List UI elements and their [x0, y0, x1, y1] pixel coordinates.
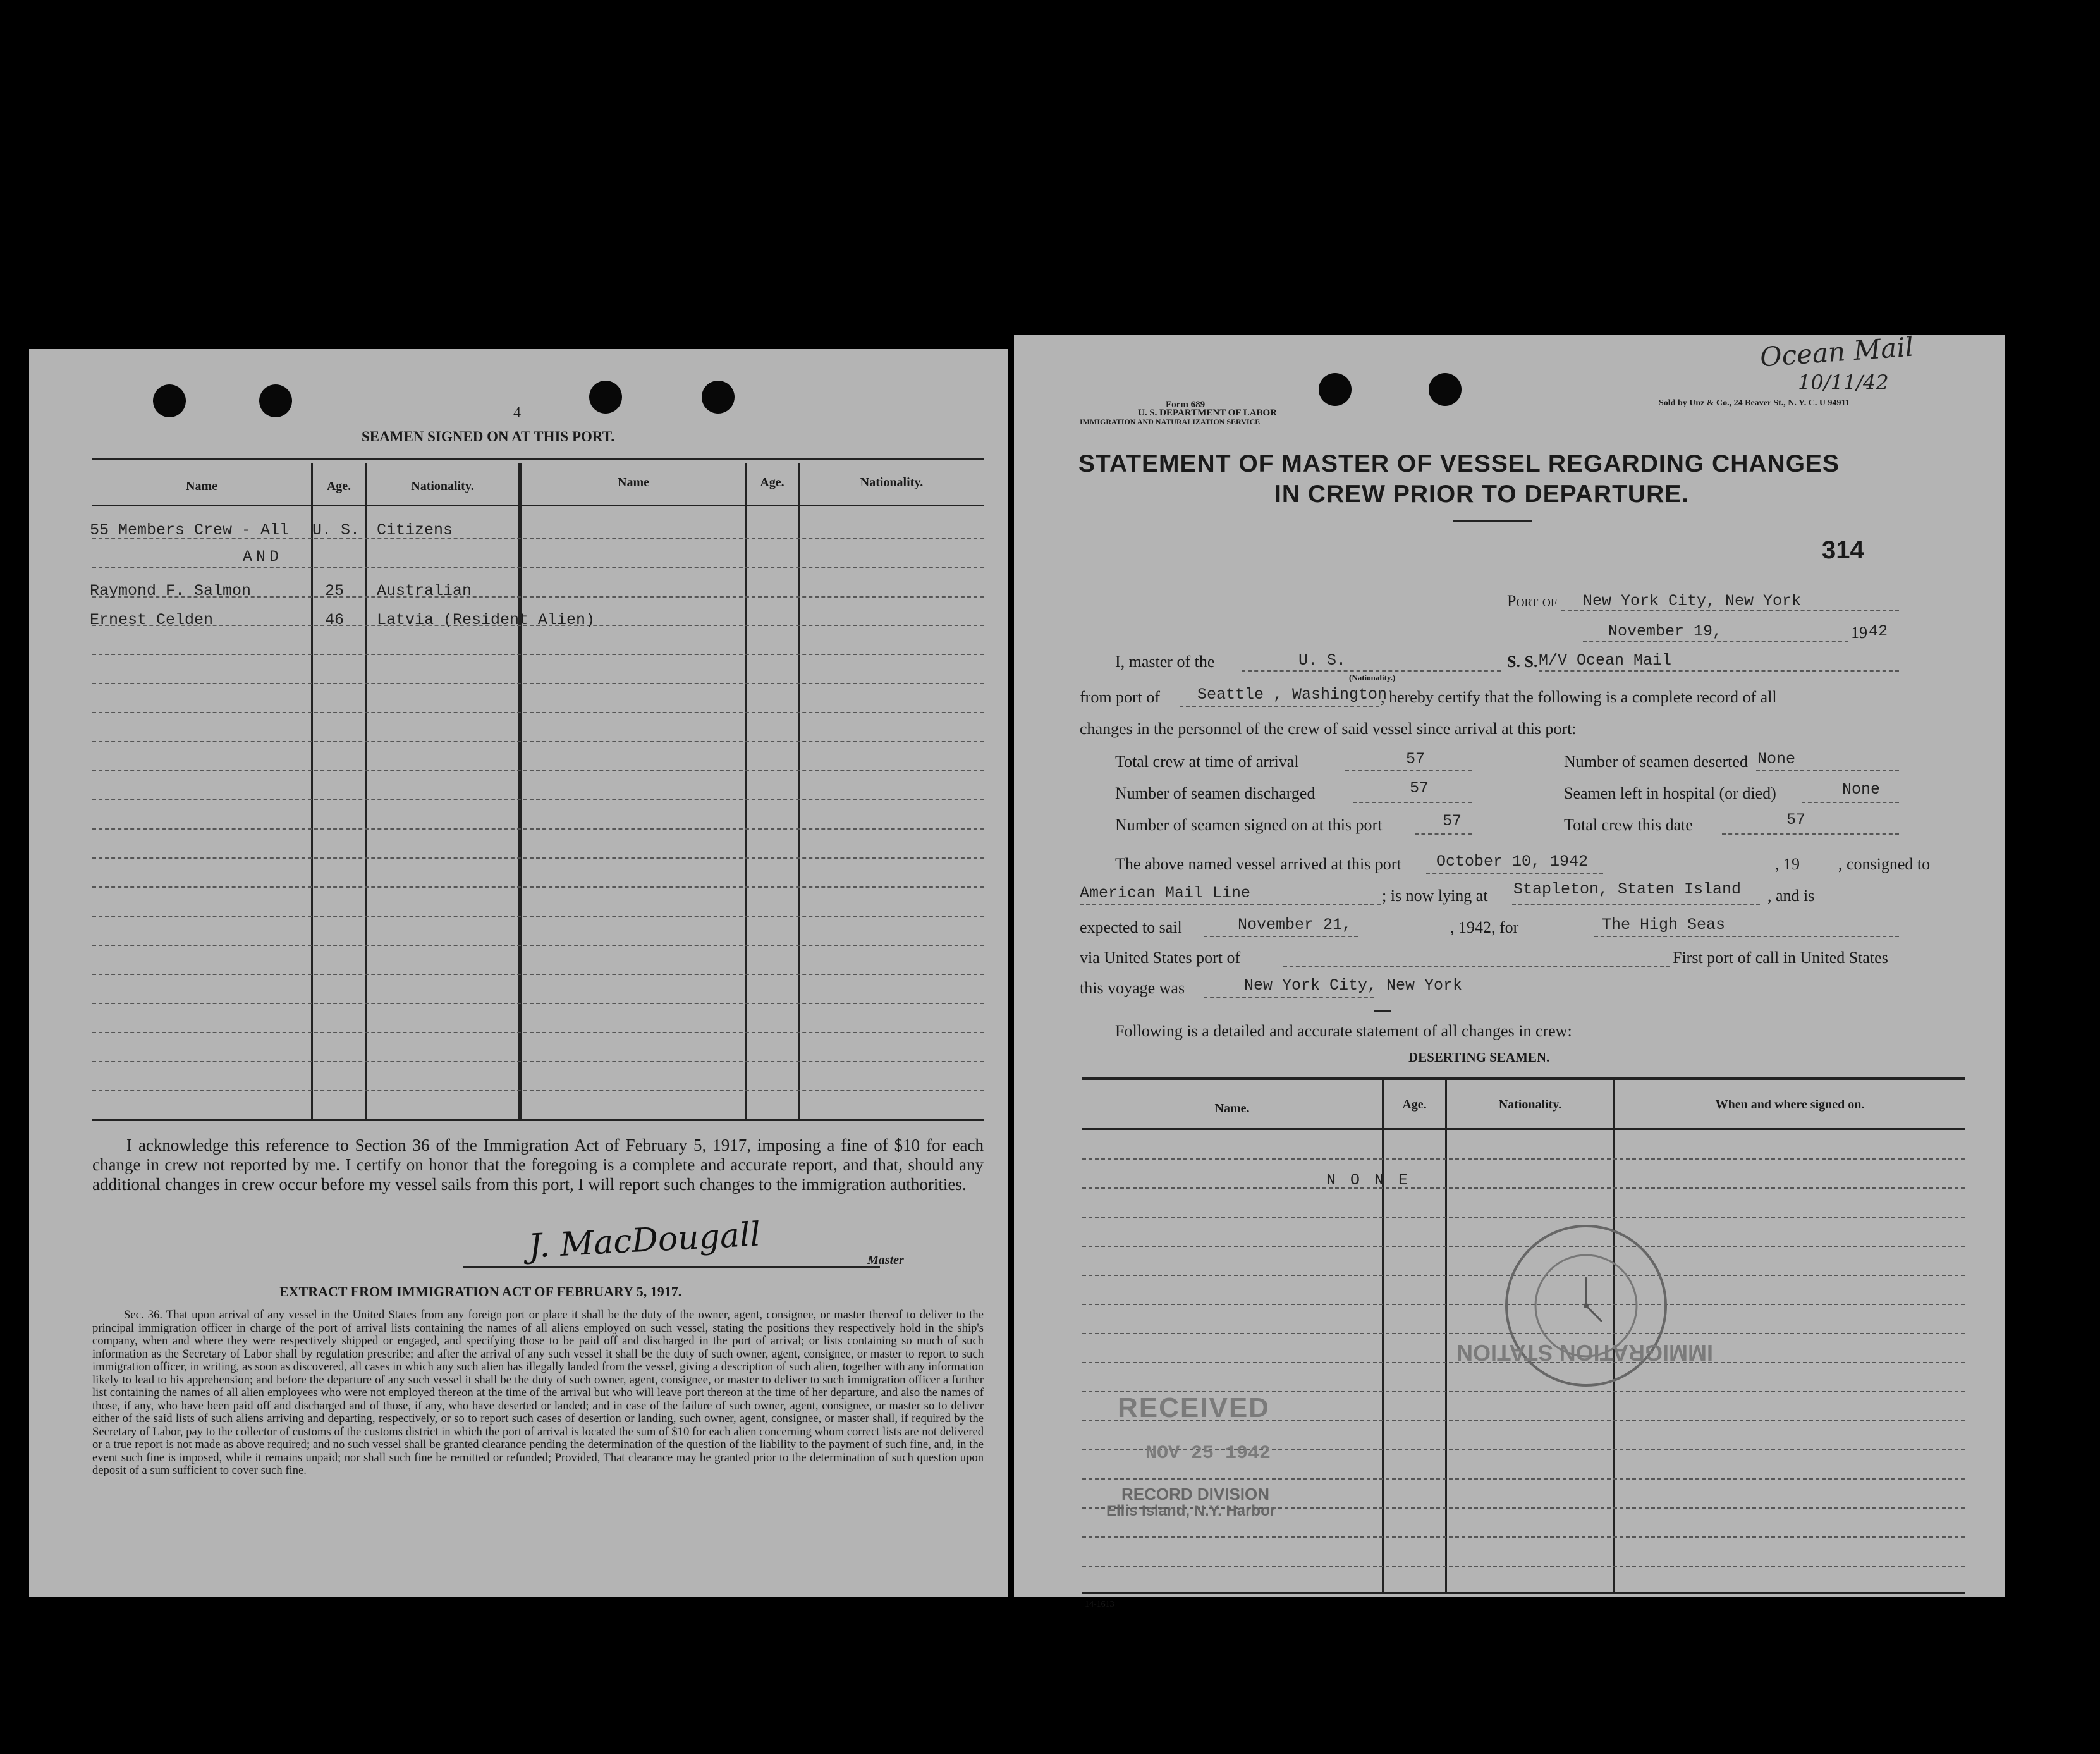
- fill-line: [1353, 802, 1472, 803]
- ruled-line: [1082, 1566, 1965, 1567]
- total-crew-date-label: Total crew this date: [1564, 816, 1693, 834]
- row-nationality: Australian: [377, 582, 472, 600]
- discharged-label: Number of seamen discharged: [1115, 784, 1316, 802]
- received-stamp: RECEIVED: [1118, 1392, 1270, 1423]
- master-of-label: I, master of the: [1115, 653, 1215, 671]
- short-rule: [1374, 1010, 1391, 1012]
- ruled-line: [92, 974, 984, 975]
- ruled-line: [92, 886, 984, 888]
- right-page: [1014, 331, 2005, 1609]
- from-port-label: from port of: [1080, 688, 1161, 706]
- ruled-line: [1082, 1536, 1965, 1538]
- row-age: 25: [325, 582, 345, 600]
- printer-line: Sold by Unz & Co., 24 Beaver St., N. Y. C. U 94911: [1659, 398, 1850, 408]
- table-top-rule: [1082, 1077, 1965, 1080]
- column-divider: [798, 463, 800, 1119]
- certify-text: , hereby certify that the following is a complete record of all: [1381, 688, 1777, 706]
- ruled-line: [92, 799, 984, 800]
- received-date: NOV 25 1942: [1145, 1443, 1271, 1464]
- punch-hole: [702, 381, 735, 414]
- immigration-station-text: IMMIGRATION STATION: [1456, 1340, 1713, 1366]
- row-name: Raymond F. Salmon: [90, 582, 252, 600]
- column-divider: [745, 463, 747, 1119]
- department: U. S. DEPARTMENT OF LABOR: [1138, 408, 1278, 418]
- row-name: Ernest Celden: [90, 611, 214, 629]
- deserting-title: DESERTING SEAMEN.: [1408, 1050, 1550, 1065]
- ruled-line: [1082, 1478, 1965, 1480]
- arrived-label: The above named vessel arrived at this port: [1115, 855, 1401, 873]
- title-line-1: STATEMENT OF MASTER OF VESSEL REGARDING CHANGES: [1078, 450, 1840, 477]
- table-bottom-rule: [92, 1119, 984, 1121]
- ruled-line: [92, 1090, 984, 1091]
- punch-hole: [259, 384, 292, 417]
- date-line: [1583, 641, 1848, 642]
- lying-label: ; is now lying at: [1382, 886, 1488, 905]
- nationality-value: U. S.: [1298, 651, 1346, 670]
- following-text: Following is a detailed and accurate statement of all changes in crew:: [1115, 1022, 1572, 1040]
- fill-line: [1415, 833, 1472, 835]
- fill-line: [1345, 770, 1472, 771]
- ruled-line: [92, 945, 984, 946]
- punch-hole: [153, 384, 186, 417]
- fill-line: [1802, 802, 1899, 803]
- deserting-header-age: Age.: [1402, 1098, 1427, 1112]
- punch-hole: [589, 381, 622, 414]
- row-nationality: Latvia (Resident Alien): [377, 611, 595, 629]
- discharged-value: 57: [1410, 779, 1429, 797]
- header-name: Name: [186, 479, 217, 493]
- expected-label: expected to sail: [1080, 918, 1182, 936]
- expected-year: , 1942, for: [1450, 918, 1519, 936]
- column-divider: [1382, 1080, 1384, 1592]
- ruled-line: [1082, 1187, 1965, 1189]
- ruled-line: [92, 916, 984, 917]
- form-number: Form 689: [1166, 400, 1206, 410]
- fill-line: [1512, 904, 1760, 905]
- table-top-rule: [92, 458, 984, 460]
- ruled-line: [92, 1003, 984, 1004]
- signed-on-value: 57: [1443, 812, 1462, 830]
- fill-line: [1204, 936, 1358, 937]
- ruled-line: [92, 770, 984, 771]
- total-crew-arrival-label: Total crew at time of arrival: [1115, 752, 1299, 771]
- header-age-2: Age.: [760, 475, 784, 489]
- port-value: New York City, New York: [1583, 592, 1802, 610]
- ruled-line: [92, 683, 984, 684]
- ruled-line: [92, 1032, 984, 1033]
- fill-line: [1722, 833, 1899, 835]
- header-age: Age.: [326, 479, 351, 493]
- expected-value: November 21,: [1238, 916, 1352, 934]
- header-name-2: Name: [618, 475, 649, 489]
- column-divider: [518, 463, 522, 1119]
- immigration-station-stamp: [1494, 1214, 1678, 1397]
- total-crew-date-value: 57: [1786, 811, 1806, 829]
- document-number: 314: [1822, 536, 1864, 564]
- service: IMMIGRATION AND NATURALIZATION SERVICE: [1080, 417, 1261, 426]
- left-page: [29, 349, 1008, 1597]
- consignee-value: American Mail Line: [1080, 884, 1251, 902]
- section-36-text: Sec. 36. That upon arrival of any vessel in the United States from any foreign port or place it shall be the duty of the owner, agent, consignee, or master thereof to deliver to the principal immigration officer in charge of the port of arrival lists containing the names of all aliens employed on such vessel, stating the positions they respectively hold in the ship's company, when and where they were respectively shipped or engaged, and specifying those to be paid off and discharged in the port of arrival; or lists containing so much of such information as the Secretary of Labor shall by regulation prescribe; and after the arrival of any such vessel it shall be the duty of such owner, agent, consignee, or master to report to such immigration officer, in writing, as soon as discovered, all cases in which any such alien has illegally landed from the vessel, giving a description of such alien, together with any information likely to lead to his apprehension; and before the departure of any such vessel it shall be the duty of such owner, agent, consignee, or master to deliver to such immigration officer a further list containing the names of all alien employees who were not employed thereon at the time of the arrival but who will leave port thereon at the time of her departure, and also the names of those, if any, who have been paid off and discharged and of those, if any, who have deserted or landed; and in case of the failure of such owner, agent, consignee, or master so to deliver either of the said lists of such aliens arriving and departing, respectively, or so to report such cases of desertion or landing, such owner, agent, consignee, or master shall, if required by the Secretary of Labor, pay to the collector of customs of the customs district in which the port of arrival is located the sum of $10 for each alien concerning whom correct lists are not delivered or a true report is not made as above required; and no such vessel shall be granted clearance pending the determination of the question of the liability to the payment of such fine, and, in the event such fine is imposed, while it remains unpaid; nor shall such fine be remitted or refunded; Provided, That clearance may be granted prior to the determination of such question upon deposit of a sum sufficient to cover such fine.: [92, 1308, 984, 1477]
- ruled-line: [92, 567, 984, 568]
- port-label: Port of: [1507, 592, 1557, 610]
- row-name: 55 Members Crew - All: [90, 521, 290, 539]
- title-line-2: IN CREW PRIOR TO DEPARTURE.: [1274, 481, 1690, 508]
- vessel-prefix: S. S.: [1507, 653, 1538, 671]
- column-divider: [365, 463, 367, 1119]
- master-label: Master: [867, 1253, 904, 1267]
- from-port-value: Seattle , Washington: [1197, 685, 1388, 704]
- header-nationality: Nationality.: [411, 479, 474, 493]
- table-bottom-rule: [1082, 1592, 1965, 1594]
- deserting-header-nationality: Nationality.: [1498, 1098, 1562, 1112]
- fill-line: [1204, 997, 1374, 998]
- ruled-line: [1082, 1158, 1965, 1160]
- extract-title: EXTRACT FROM IMMIGRATION ACT OF FEBRUARY 5, 1917.: [279, 1284, 682, 1299]
- deserting-header-signed-on: When and where signed on.: [1715, 1098, 1865, 1112]
- handwritten-date: 10/11/42: [1798, 371, 1889, 395]
- deserting-header-name: Name.: [1214, 1101, 1250, 1115]
- first-port-label: First port of call in United States: [1673, 948, 1888, 967]
- column-divider: [1445, 1080, 1447, 1592]
- date-value: November 19,: [1608, 622, 1723, 641]
- header-nationality-2: Nationality.: [860, 475, 924, 489]
- row-nationality: Citizens: [377, 521, 453, 539]
- fill-line: [1283, 966, 1670, 967]
- vessel-line: [1539, 670, 1899, 672]
- total-crew-arrival-value: 57: [1406, 750, 1425, 768]
- row-age: 46: [325, 611, 345, 629]
- row-age: U. S.: [312, 521, 360, 539]
- title-underline: [1453, 520, 1532, 522]
- lying-value: Stapleton, Staten Island: [1513, 880, 1742, 898]
- fill-line: [1080, 904, 1381, 905]
- year-value: 42: [1869, 622, 1888, 641]
- ruled-line: [92, 857, 984, 859]
- fill-line: [1426, 873, 1603, 874]
- left-title: SEAMEN SIGNED ON AT THIS PORT.: [362, 429, 615, 445]
- nationality-line: [1242, 670, 1501, 672]
- ruled-line: [92, 654, 984, 655]
- vessel-name: M/V Ocean Mail: [1539, 651, 1672, 670]
- form-code: 14-1613: [1085, 1600, 1114, 1609]
- voyage-label: this voyage was: [1080, 979, 1185, 997]
- and-is: , and is: [1767, 886, 1815, 905]
- consigned-label: , consigned to: [1838, 855, 1931, 873]
- fill-line: [1756, 770, 1899, 771]
- hospital-label: Seamen left in hospital (or died): [1564, 784, 1776, 802]
- ellis-island: Ellis Island, N.Y. Harbor: [1106, 1502, 1276, 1519]
- column-divider: [311, 463, 313, 1119]
- table-header-rule: [92, 505, 984, 506]
- ruled-line: [92, 828, 984, 830]
- master-signature: J. MacDougall: [527, 1215, 762, 1266]
- from-port-line: [1180, 706, 1379, 707]
- ruled-line: [92, 1061, 984, 1062]
- destination-value: The High Seas: [1602, 916, 1726, 934]
- ruled-line: [92, 741, 984, 742]
- arrived-value: October 10, 1942: [1436, 852, 1589, 871]
- via-label: via United States port of: [1080, 948, 1241, 967]
- fill-line: [1594, 936, 1899, 937]
- deserting-entry: N O N E: [1326, 1171, 1411, 1189]
- nationality-caption: (Nationality.): [1349, 673, 1396, 682]
- handwritten-vessel: Ocean Mail: [1759, 331, 1915, 373]
- page-number: 4: [513, 405, 521, 421]
- year-prefix: 19: [1851, 623, 1867, 642]
- deserted-value: None: [1757, 750, 1796, 768]
- punch-hole: [1429, 373, 1462, 406]
- year-blank-label: , 19: [1775, 855, 1800, 873]
- changes-text: changes in the personnel of the crew of said vessel since arrival at this port:: [1080, 720, 1577, 738]
- row-name: AND: [243, 548, 283, 566]
- acknowledgement-text: I acknowledge this reference to Section 36 of the Immigration Act of February 5, 1917, imposing a fine of $10 for each change in crew not reported by me. I certify on honor that the foregoing is a complete and accurate report, and that, should any additional changes in crew occur before my vessel sails from this port, I will report such changes to the immigration authorities.: [92, 1136, 984, 1194]
- signature-line: [463, 1266, 880, 1268]
- punch-hole: [1319, 373, 1352, 406]
- signed-on-label: Number of seamen signed on at this port: [1115, 816, 1383, 834]
- deserted-label: Number of seamen deserted: [1564, 752, 1748, 771]
- table-header-rule: [1082, 1128, 1965, 1130]
- ruled-line: [92, 712, 984, 713]
- voyage-value: New York City, New York: [1244, 976, 1463, 995]
- record-division: RECORD DIVISION: [1121, 1485, 1270, 1504]
- hospital-value: None: [1842, 780, 1881, 799]
